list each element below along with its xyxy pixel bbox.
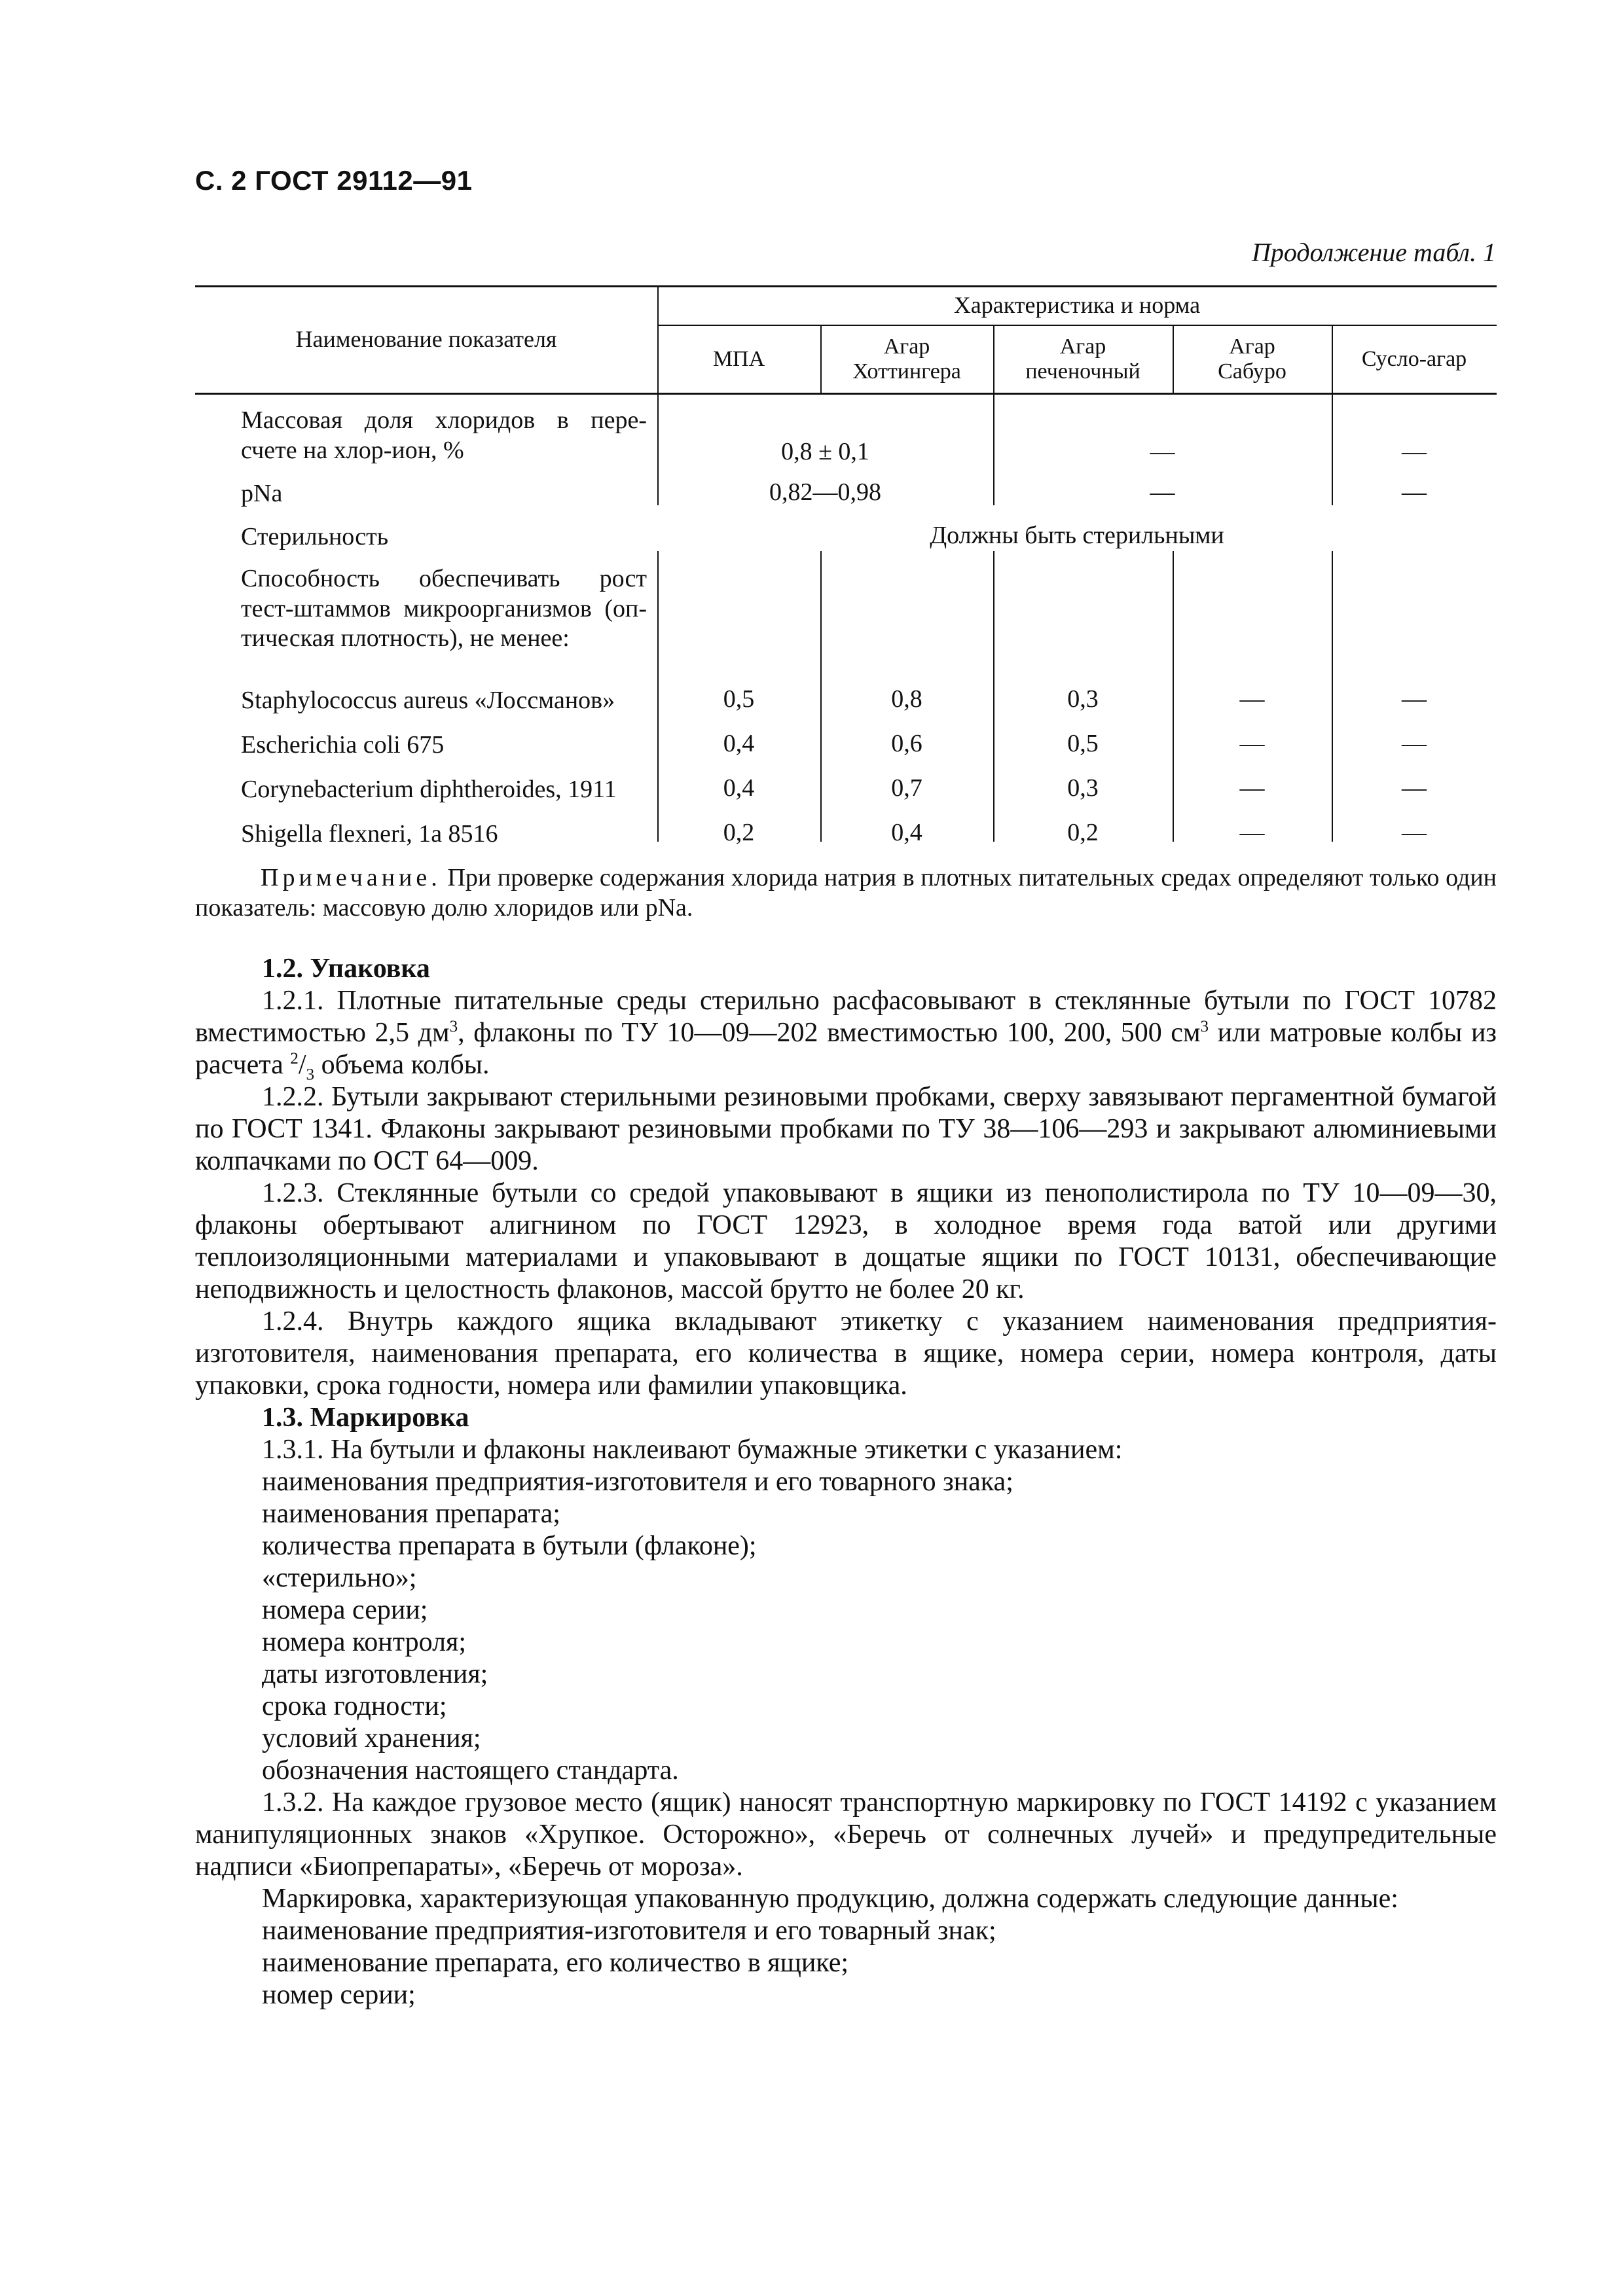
value-strain-wort: —: [1402, 685, 1427, 713]
list-item: номера серии;: [262, 1595, 428, 1625]
list-item: наименования предприятия-изготовителя и его товарного знака;: [262, 1467, 1013, 1497]
row-label-line: счете на хлор-ион, %: [241, 436, 464, 464]
column-header-line: Агар: [1059, 334, 1106, 359]
paragraph-marking: Маркировка, характеризующая упакованную продукцию, должна содержать следующие данные:: [262, 1884, 1398, 1914]
list-item: наименование предприятия-изготовителя и его товарный знак;: [262, 1916, 996, 1946]
column-header-wort-agar: [1332, 326, 1497, 393]
column-header-line: Хоттингера: [852, 359, 961, 384]
list-item: «стерильно»;: [262, 1563, 417, 1593]
value-strain-wort: —: [1402, 819, 1427, 846]
row-label-growth: [241, 564, 647, 654]
list-item: срока годности;: [262, 1691, 447, 1721]
column-group-header: Характеристика и норма: [953, 291, 1201, 318]
superscript: 3: [449, 1018, 458, 1035]
value-chlorides-dash-2: —: [1402, 438, 1427, 465]
row-label-sterility: Стерильность: [241, 523, 389, 550]
row-label-strain: Corynebacterium diphtheroides, 1911: [241, 776, 617, 803]
list-item: даты изготовления;: [262, 1659, 488, 1689]
value-strain-mpa: 0,5: [723, 685, 755, 713]
paragraph-1-3-1: 1.3.1. На бутыли и флаконы наклеивают бумажные этикетки с указанием:: [262, 1435, 1123, 1465]
column-header-line: Агар: [883, 334, 930, 359]
section-title-packaging: 1.2. Упаковка: [262, 954, 430, 984]
list-item: наименование препарата, его количество в ящике;: [262, 1948, 849, 1978]
section-title-marking: 1.3. Маркировка: [262, 1403, 469, 1433]
row-label-line: Способность обеспечивать рост: [241, 565, 647, 592]
superscript: 3: [1200, 1018, 1209, 1035]
value-strain-mpa: 0,4: [723, 774, 755, 802]
paragraph-text: , флаконы по ТУ 10—09—202 вместимостью 100, 200, 500 см: [458, 1018, 1201, 1048]
column-header-name: Наименование показателя: [295, 325, 557, 352]
page-header: С. 2 ГОСТ 29112—91: [195, 165, 473, 196]
row-label-strain: Escherichia coli 675: [241, 731, 445, 759]
value-strain-hottinger: 0,4: [891, 819, 922, 846]
value-strain-hottinger: 0,6: [891, 730, 922, 757]
paragraph-1-2-2: 1.2.2. Бутыли закрывают стерильными резиновыми пробками, сверху завязывают пергаментной бумагой по ГОСТ 1341. Флаконы закрывают резиновыми пробками по ТУ 38—106—293 и закрывают алюминиевыми колпачками по ОСТ 64—009.: [195, 1082, 1497, 1176]
note-text: При проверке содержания хлорида натрия в плотных питательных средах определяют только один показатель: массовую долю хлоридов или pNa.: [195, 864, 1497, 922]
value-strain-hottinger: 0,8: [891, 685, 922, 713]
row-label-chlorides: [241, 406, 647, 465]
paragraph-text: 1.2.1. Плотные питательные среды стерильно расфасовывают в стеклянные бутыли по ГОСТ 10782 вместимостью 2,5 дм: [195, 986, 1497, 1048]
row-label-strain: Staphylococcus aureus «Лоссманов»: [241, 687, 615, 714]
value-strain-sabouraud: —: [1239, 774, 1265, 802]
column-header-line: Агар: [1229, 334, 1275, 359]
list-item: количества препарата в бутыли (флаконе);: [262, 1531, 757, 1561]
row-label-strain: Shigella flexneri, 1a 8516: [241, 820, 498, 848]
paragraph-text: или матровые колбы из расчета: [195, 1018, 1497, 1080]
value-pna: 0,82—0,98: [769, 478, 881, 506]
column-header-line: печеночный: [1025, 359, 1140, 384]
value-strain-sabouraud: —: [1239, 730, 1265, 757]
table-note: [195, 863, 1497, 923]
column-header-sabouraud: [1173, 326, 1332, 393]
column-header-hottinger: [820, 326, 993, 393]
column-header-mpa: [657, 326, 820, 393]
row-label-line: Массовая доля хлоридов в пере-: [241, 406, 647, 434]
value-strain-wort: —: [1402, 730, 1427, 757]
row-label-line: тическая плотность), не менее:: [241, 624, 570, 653]
paragraph-1-2-4: 1.2.4. Внутрь каждого ящика вкладывают этикетку с указанием наименования предприятия-изготовителя, наименования препарата, его количества в ящике, номера серии, номера контроля, даты упаковки, срока годности, номера или фамилии упаковщика.: [195, 1306, 1497, 1401]
column-header-line: МПА: [712, 346, 765, 371]
paragraph-1-2-1: 1.2.1. Плотные питательные среды стерильно расфасовывают в стеклянные бутыли по ГОСТ 10782 вместимостью 2,5 $дм^3$, флаконы по ТУ 10—09—202 вместимостью 100, 200, 500 $см^3$ или матровые колбы из расчета $^2/_3$ объема колбы.: [195, 986, 1497, 1084]
paragraph-1-3-2: 1.3.2. На каждое грузовое место (ящик) наносят транспортную маркировку по ГОСТ 14192 с указанием манипуляционных знаков «Хрупкое. Осторожно», «Беречь от солнечных лучей» и предупредительные надписи «Биопрепараты», «Беречь от мороза».: [195, 1787, 1497, 1882]
value-strain-sabouraud: —: [1239, 819, 1265, 846]
characteristics-table: [195, 285, 1497, 848]
column-header-line: Сусло-агар: [1361, 346, 1467, 371]
list-item: номер серии;: [262, 1980, 416, 2010]
value-chlorides-dash-1: —: [1150, 438, 1175, 465]
column-header-liver: [993, 326, 1173, 393]
list-item: условий хранения;: [262, 1723, 481, 1753]
value-strain-hottinger: 0,7: [891, 774, 922, 802]
list-item: наименования препарата;: [262, 1499, 560, 1529]
header-bottom-rule: [195, 393, 1497, 395]
value-strain-sabouraud: —: [1239, 685, 1265, 713]
value-strain-liver: 0,3: [1067, 774, 1099, 802]
column-header-line: Сабуро: [1218, 359, 1286, 384]
document-body: [195, 953, 1497, 2011]
value-strain-liver: 0,3: [1067, 685, 1099, 713]
value-strain-liver: 0,2: [1067, 819, 1099, 846]
row-label-line: тест-штаммов микроорганизмов (оп-: [241, 594, 647, 622]
paragraph-1-2-3: 1.2.3. Стеклянные бутыли со средой упаковывают в ящики из пенополистирола по ТУ 10—09—30, флаконы обертывают алигнином по ГОСТ 12923, в холодное время года ватой или другими теплоизоляционными материалами и упаковывают в дощатые ящики по ГОСТ 10131, обеспечивающие неподвижность и целостность флаконов, массой брутто не более 20 кг.: [195, 1178, 1497, 1304]
list-item: обозначения настоящего стандарта.: [262, 1755, 679, 1785]
list-item: номера контроля;: [262, 1627, 467, 1657]
paragraph-text: объема колбы.: [314, 1050, 490, 1080]
row-label-pna: pNa: [241, 480, 283, 507]
value-pna-dash-1: —: [1150, 478, 1175, 506]
fraction-numerator: 2: [290, 1050, 299, 1067]
note-label: Примечание.: [261, 864, 441, 891]
value-pna-dash-2: —: [1402, 478, 1427, 506]
fraction-denominator: 3: [306, 1066, 315, 1084]
value-strain-mpa: 0,4: [723, 730, 755, 757]
value-strain-liver: 0,5: [1067, 730, 1099, 757]
value-strain-wort: —: [1402, 774, 1427, 802]
value-chlorides: 0,8 ± 0,1: [781, 438, 869, 465]
table-continuation-label: Продолжение табл. 1: [1251, 238, 1496, 267]
value-sterility: Должны быть стерильными: [930, 522, 1224, 549]
value-strain-mpa: 0,2: [723, 819, 755, 846]
